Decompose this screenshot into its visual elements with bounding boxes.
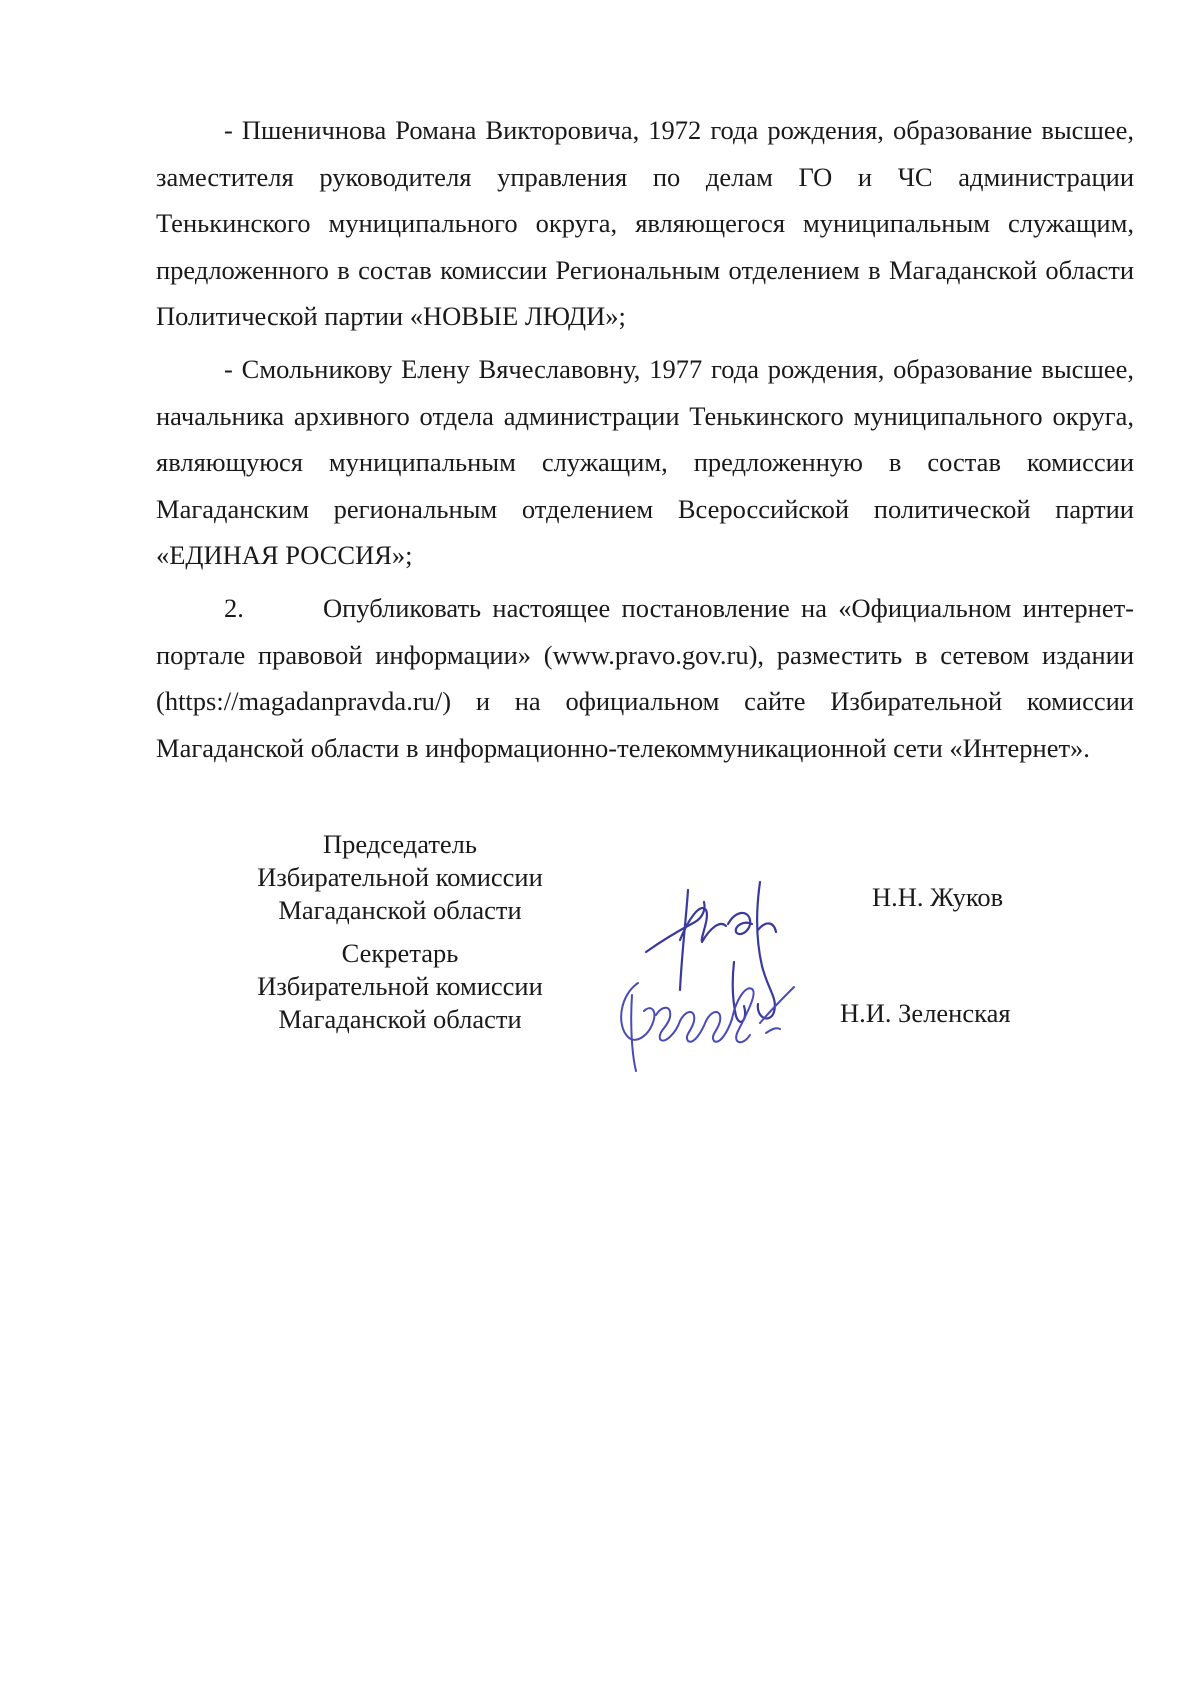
paragraph-smolnikova: - Смольникову Елену Вячеславовну, 1977 года рождения, образование высшее, начальника архивного отдела администрации Тенькинского муниципального округа, являющуюся муниципальным служащим, предложенную в состав комиссии Магаданским региональным отделением Всероссийской политической партии «ЕДИНАЯ РОССИЯ»; (156, 353, 1134, 571)
chairman-title-line: Магаданской области (278, 895, 522, 925)
chairman-title (180, 828, 620, 927)
secretary-name: Н.И. Зеленская (840, 998, 1011, 1028)
secretary-title-line: Секретарь (341, 938, 459, 968)
secretary-title-line: Магаданской области (278, 1004, 522, 1034)
secretary-title-line: Избирательной комиссии (257, 971, 543, 1001)
chairman-title-line: Избирательной комиссии (257, 862, 543, 892)
secretary-signature-icon (610, 975, 800, 1075)
secretary-title (180, 937, 620, 1036)
document-body (156, 107, 1134, 771)
paragraph-publish: 2. Опубликовать настоящее постановление на «Официальном интернет-портале правовой информации» (www.pravo.gov.ru), разместить в сетевом издании (https://magadanpravda.ru/) и на официальном сайте Избирательной комиссии Магаданской области в информационно-телекоммуникационной сети «Интернет». (156, 592, 1134, 763)
paragraph-pshenichnov: - Пшеничнова Романа Викторовича, 1972 года рождения, образование высшее, заместителя руководителя управления по делам ГО и ЧС администрации Тенькинского муниципального округа, являющегося муниципальным служащим, предложенного в состав комиссии Региональным отделением в Магаданской области Политической партии «НОВЫЕ ЛЮДИ»; (156, 115, 1134, 332)
chairman-title-line: Председатель (323, 829, 477, 859)
chairman-name: Н.Н. Жуков (872, 882, 1004, 912)
